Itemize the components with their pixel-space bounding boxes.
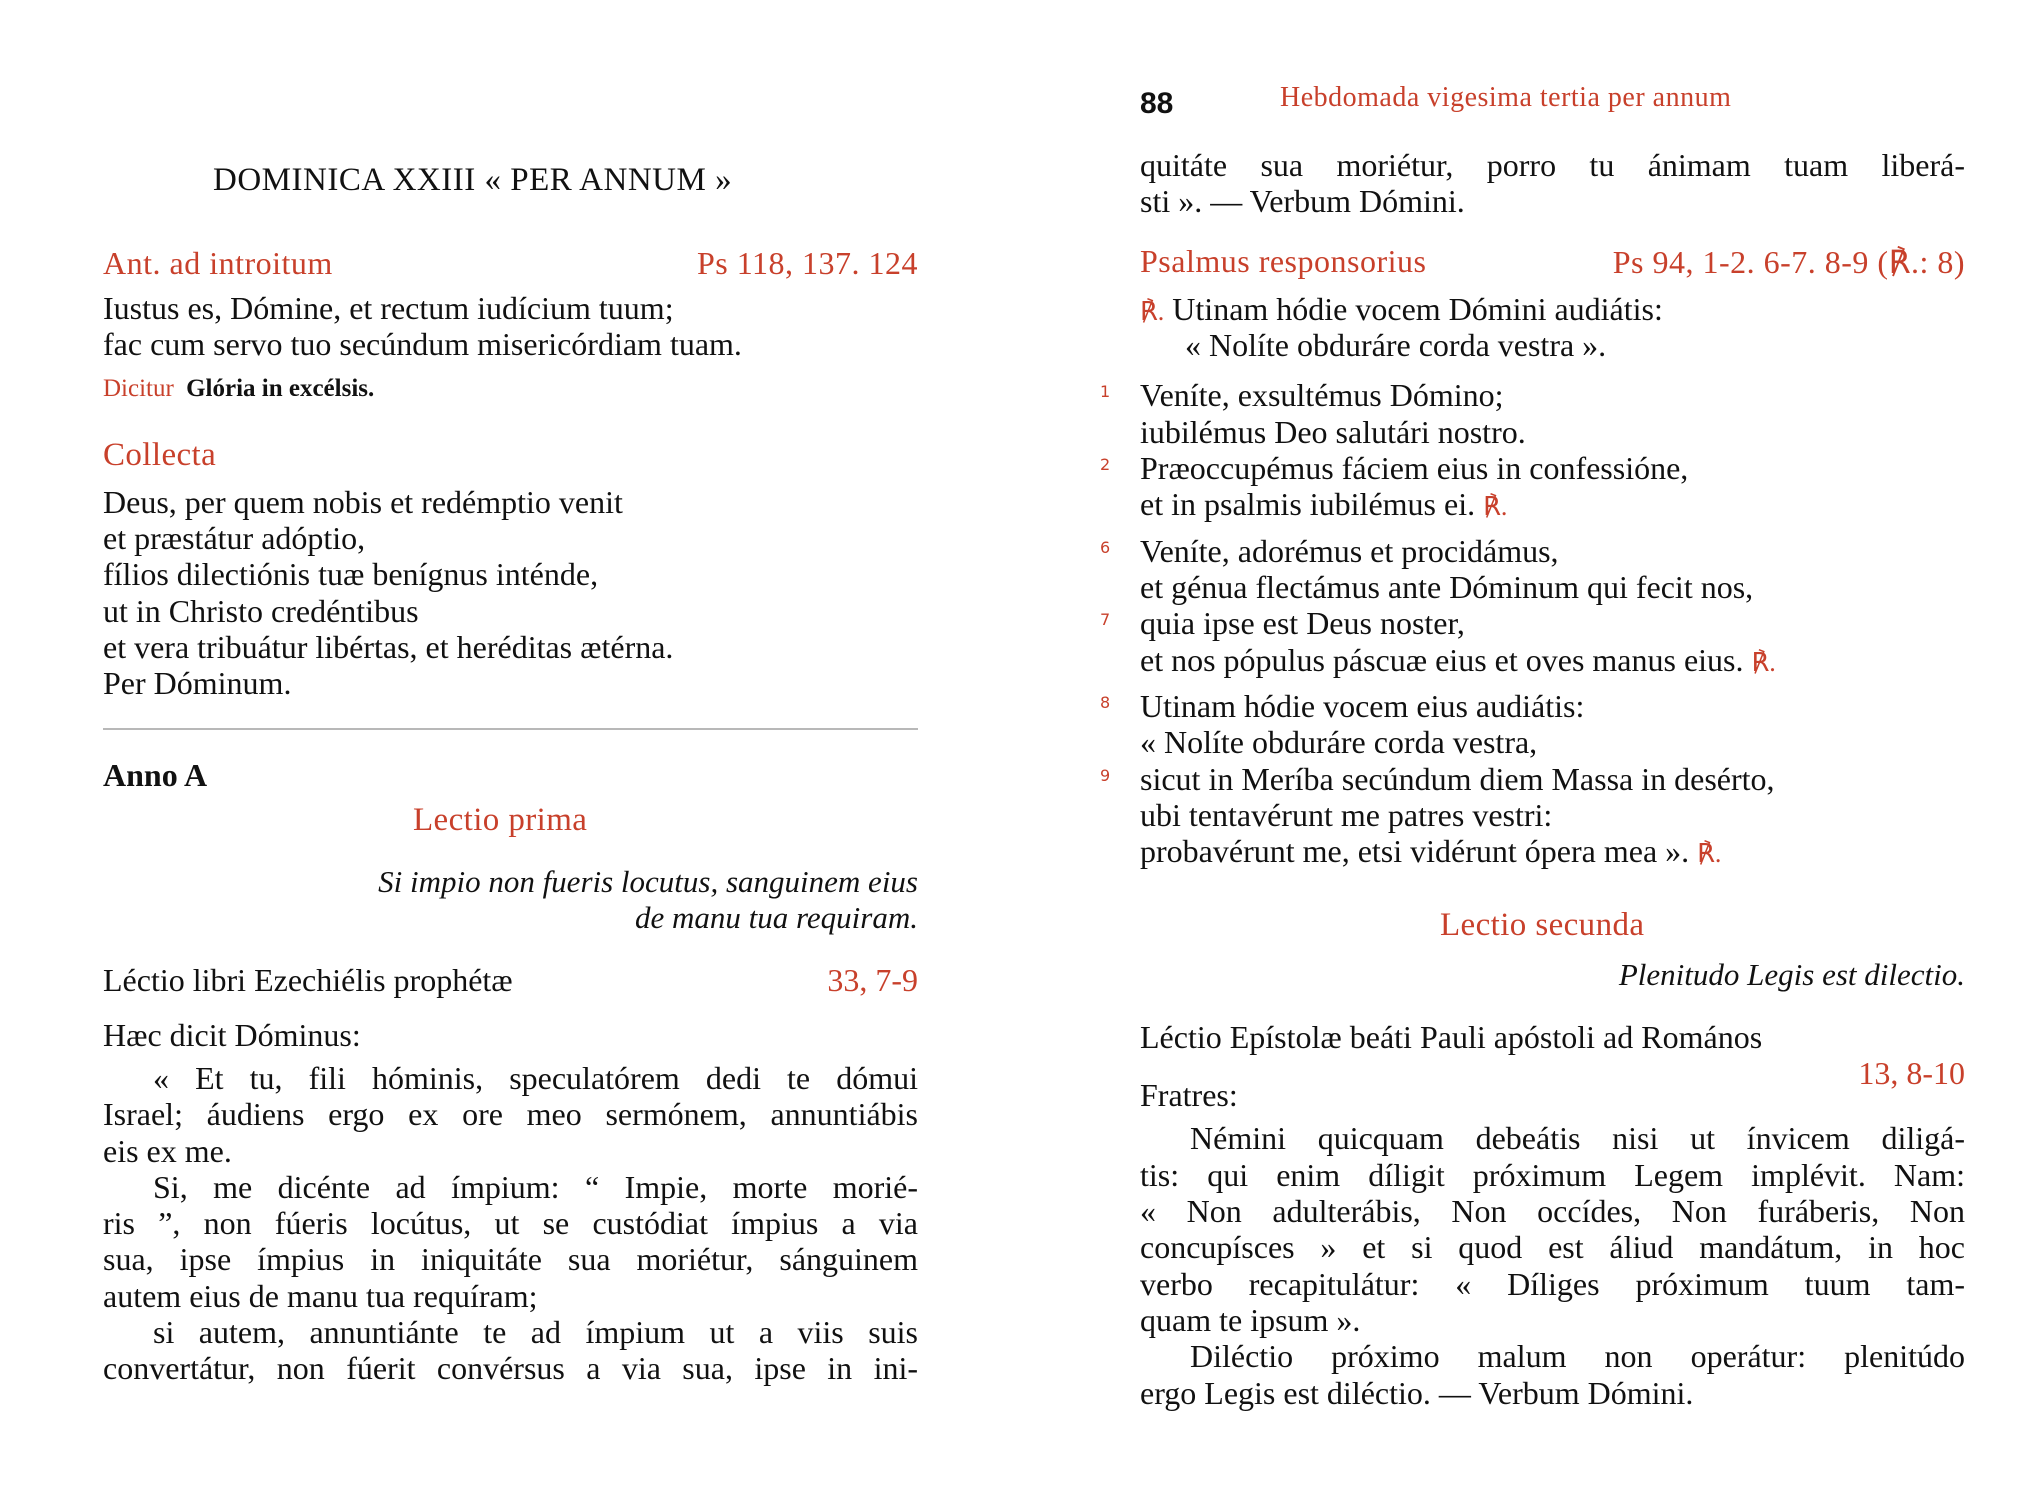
response-icon: ℟. xyxy=(1751,648,1776,677)
second-reading-theme: Plenitudo Legis est dilectio. xyxy=(1618,957,1965,992)
verse-number: 2 xyxy=(1100,455,1111,474)
response-icon: ℟. xyxy=(1697,839,1722,868)
psalm-verse: et in psalmis iubilémus ei. xyxy=(1140,486,1476,522)
reading-line: Si, me dicénte ad ímpium: “ Impie, morte morié- xyxy=(153,1169,918,1205)
collect-line: et vera tribuátur libértas, et heréditas ætérna. xyxy=(103,629,674,665)
collect-line: et præstátur adóptio, xyxy=(103,520,366,556)
first-reading-source: Léctio libri Ezechiélis prophétæ xyxy=(103,962,513,998)
reading-line: « Non adulterábis, Non occídes, Non furáberis, Non xyxy=(1140,1193,1965,1229)
reading-line: sua, ipse ímpius in iniquitáte sua moriétur, sánguinem xyxy=(103,1241,918,1277)
reading-line: Diléctio próximo malum non operátur: plenitúdo xyxy=(1190,1338,1965,1374)
first-reading-theme: de manu tua requiram. xyxy=(635,900,918,935)
running-head: Hebdomada vigesima tertia per annum xyxy=(1280,82,1732,113)
reading-line: ergo Legis est diléctio. — Verbum Dómini. xyxy=(1140,1375,1694,1411)
psalm-verse-with-response xyxy=(1140,642,1776,679)
response-icon: ℟. xyxy=(1483,492,1508,521)
psalm-verse: quia ipse est Deus noster, xyxy=(1140,605,1465,641)
verse-number: 7 xyxy=(1100,610,1111,629)
gloria-text: Glória in excélsis. xyxy=(186,375,375,402)
verse-number: 8 xyxy=(1100,693,1111,712)
psalm-response xyxy=(1140,291,1663,328)
psalm-verse: et nos pópulus páscuæ eius et oves manus eius. xyxy=(1140,642,1744,678)
psalm-verse-with-response xyxy=(1140,486,1507,523)
psalm-verse: Veníte, adorémus et procidámus, xyxy=(1140,533,1559,569)
collect-line: fílios dilectiónis tuæ benígnus inténde, xyxy=(103,556,599,592)
psalm-verse-with-response xyxy=(1140,833,1721,870)
collect-line: ut in Christo credéntibus xyxy=(103,593,419,629)
introit-line: Iustus es, Dómine, et rectum iudícium tuum; xyxy=(103,290,674,326)
second-reading-source: Léctio Epístolæ beáti Pauli apóstoli ad Romános xyxy=(1140,1019,1763,1055)
second-reading-intro: Fratres: xyxy=(1140,1077,1238,1113)
page-title: DOMINICA XXIII « PER ANNUM » xyxy=(213,162,733,198)
reading-line: quam te ipsum ». xyxy=(1140,1302,1361,1338)
continuation-line: quitáte sua moriétur, porro tu ánimam tuam liberá- xyxy=(1140,147,1965,183)
response-line: « Nolíte obduráre corda vestra ». xyxy=(1185,327,1607,363)
reading-line: si autem, annuntiánte te ad ímpium ut a viis suis xyxy=(153,1314,918,1350)
psalm-verse: ubi tentavérunt me patres vestri: xyxy=(1140,797,1553,833)
response-line: Utinam hódie vocem Dómini audiátis: xyxy=(1172,291,1663,327)
first-reading-label: Lectio prima xyxy=(413,802,588,838)
psalm-verse: et génua flectámus ante Dóminum qui fecit nos, xyxy=(1140,569,1754,605)
collect-line: Deus, per quem nobis et redémptio venit xyxy=(103,484,623,520)
psalm-verse: Utinam hódie vocem eius audiátis: xyxy=(1140,688,1585,724)
psalm-ref: Ps 94, 1-2. 6-7. 8-9 (℟.: 8) xyxy=(1612,244,1965,280)
gloria-prefix: Dicitur xyxy=(103,375,174,402)
psalm-verse: Præoccupémus fáciem eius in confessióne, xyxy=(1140,450,1689,486)
continuation-line: sti ». — Verbum Dómini. xyxy=(1140,183,1465,219)
psalm-verse: Veníte, exsultémus Dómino; xyxy=(1140,377,1504,413)
reading-line: tis: qui enim díligit próximum Legem implévit. Nam: xyxy=(1140,1157,1965,1193)
introit-ref: Ps 118, 137. 124 xyxy=(696,245,918,281)
reading-line: Némini quicquam debeátis nisi ut ínvicem diligá- xyxy=(1190,1120,1965,1156)
reading-line: « Et tu, fili hóminis, speculatórem dedi te dómui xyxy=(153,1060,918,1096)
collect-label: Collecta xyxy=(103,437,217,473)
verse-number: 6 xyxy=(1100,538,1111,557)
verse-number: 1 xyxy=(1100,382,1111,401)
second-reading-ref: 13, 8-10 xyxy=(1858,1055,1965,1091)
reading-line: autem eius de manu tua requíram; xyxy=(103,1278,538,1314)
second-reading-label: Lectio secunda xyxy=(1440,907,1645,943)
introit-line: fac cum servo tuo secúndum misericórdiam tuam. xyxy=(103,326,742,362)
reading-line: ris ”, non fúeris locútus, ut se custódiat ímpius a via xyxy=(103,1205,918,1241)
section-divider xyxy=(103,728,918,730)
psalm-verse: probavérunt me, etsi vidérunt ópera mea ». xyxy=(1140,833,1690,869)
response-icon: ℟. xyxy=(1140,297,1165,326)
reading-line: concupísces » et si quod est áliud mandátum, in hoc xyxy=(1140,1229,1965,1265)
first-reading-theme: Si impio non fueris locutus, sanguinem eius xyxy=(378,864,918,899)
psalm-verse: iubilémus Deo salutári nostro. xyxy=(1140,414,1526,450)
reading-line: verbo recapitulátur: « Díliges próximum tuum tam- xyxy=(1140,1266,1965,1302)
collect-line: Per Dóminum. xyxy=(103,665,292,701)
introit-label: Ant. ad introitum xyxy=(103,245,333,281)
reading-line: Israel; áudiens ergo ex ore meo sermónem, annuntiábis xyxy=(103,1096,918,1132)
gloria-rubric xyxy=(103,375,374,403)
psalm-verse: sicut in Meríba secúndum diem Massa in desérto, xyxy=(1140,761,1775,797)
page-number: 88 xyxy=(1140,87,1174,120)
psalm-label: Psalmus responsorius xyxy=(1140,243,1427,279)
year-heading: Anno A xyxy=(103,757,208,793)
verse-number: 9 xyxy=(1100,766,1111,785)
psalm-verse: « Nolíte obduráre corda vestra, xyxy=(1140,724,1538,760)
reading-line: eis ex me. xyxy=(103,1133,232,1169)
first-reading-intro: Hæc dicit Dóminus: xyxy=(103,1017,361,1053)
reading-line: convertátur, non fúerit convérsus a via sua, ipse in ini- xyxy=(103,1350,918,1386)
first-reading-ref: 33, 7-9 xyxy=(827,962,918,998)
